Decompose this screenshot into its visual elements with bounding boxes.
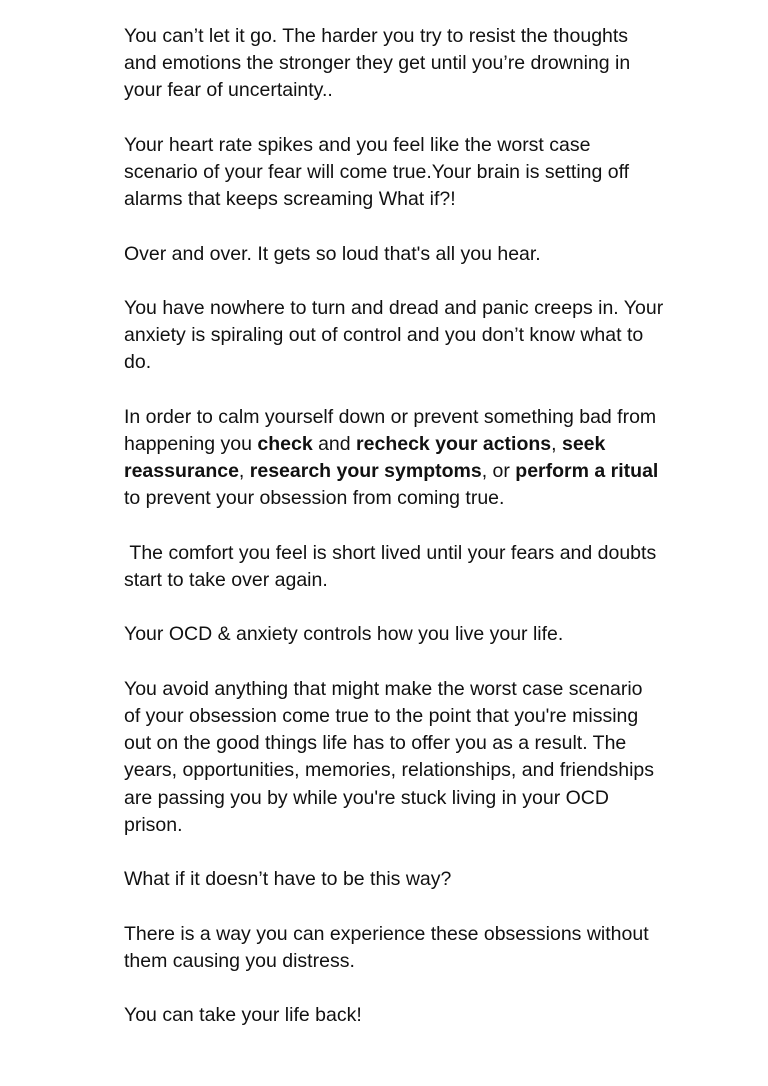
paragraph-4 — [124, 295, 664, 377]
text-run: There is a way you can experience these obsessions without them causing you distress. — [124, 922, 649, 972]
text-run: You can’t let it go. The harder you try to resist the thoughts and emotions the stronger they get until you’re drowning in your fear of uncertainty.. — [124, 25, 631, 102]
bold-phrase-research-symptoms: research your symptoms — [249, 460, 482, 483]
paragraph-3 — [124, 241, 664, 268]
text-run: In order to calm yourself down or prevent something bad from happening you — [124, 405, 657, 455]
text-run: You can take your life back! — [124, 1004, 362, 1027]
bold-phrase-seek-reassurance: seek reassurance — [124, 432, 606, 483]
text-run: Your OCD & anxiety controls how you live your life. — [124, 623, 564, 646]
paragraph-5 — [124, 404, 664, 513]
text-run: Over and over. It gets so loud that's all you hear. — [124, 242, 541, 265]
paragraph-7 — [124, 621, 664, 648]
bold-phrase-perform-ritual: perform a ritual — [515, 460, 659, 483]
text-run: You have nowhere to turn and dread and panic creeps in. Your anxiety is spiraling out of control and you don’t know what to do. — [124, 296, 664, 374]
document-body — [124, 23, 664, 1029]
paragraph-2 — [124, 132, 664, 214]
paragraph-9 — [124, 866, 664, 893]
paragraph-11 — [124, 1002, 664, 1029]
paragraph-10 — [124, 921, 664, 975]
paragraph-8 — [124, 676, 664, 839]
bold-phrase-check: check — [257, 432, 313, 455]
text-run: to prevent your obsession from coming true. — [124, 487, 505, 510]
text-run: You avoid anything that might make the worst case scenario of your obsession come true to the point that you're missing out on the good things life has to offer you as a result. The years, opportunities, memories, relationships, and friendships are passing you by while you're stuck living in your OCD prison. — [124, 677, 655, 836]
paragraph-6 — [124, 540, 664, 594]
paragraph-1 — [124, 23, 664, 105]
text-run: The comfort you feel is short lived until your fears and doubts start to take over again. — [124, 541, 662, 591]
text-run: , — [551, 432, 562, 455]
text-run: , or — [481, 460, 516, 483]
text-run: What if it doesn’t have to be this way? — [124, 868, 452, 891]
text-run: , — [238, 460, 250, 483]
text-run: and — [312, 432, 357, 455]
bold-phrase-recheck-actions: recheck your actions — [356, 432, 552, 455]
text-run: Your heart rate spikes and you feel like the worst case scenario of your fear will come true.Your brain is setting off alarms that keeps screaming What if?! — [124, 133, 630, 211]
